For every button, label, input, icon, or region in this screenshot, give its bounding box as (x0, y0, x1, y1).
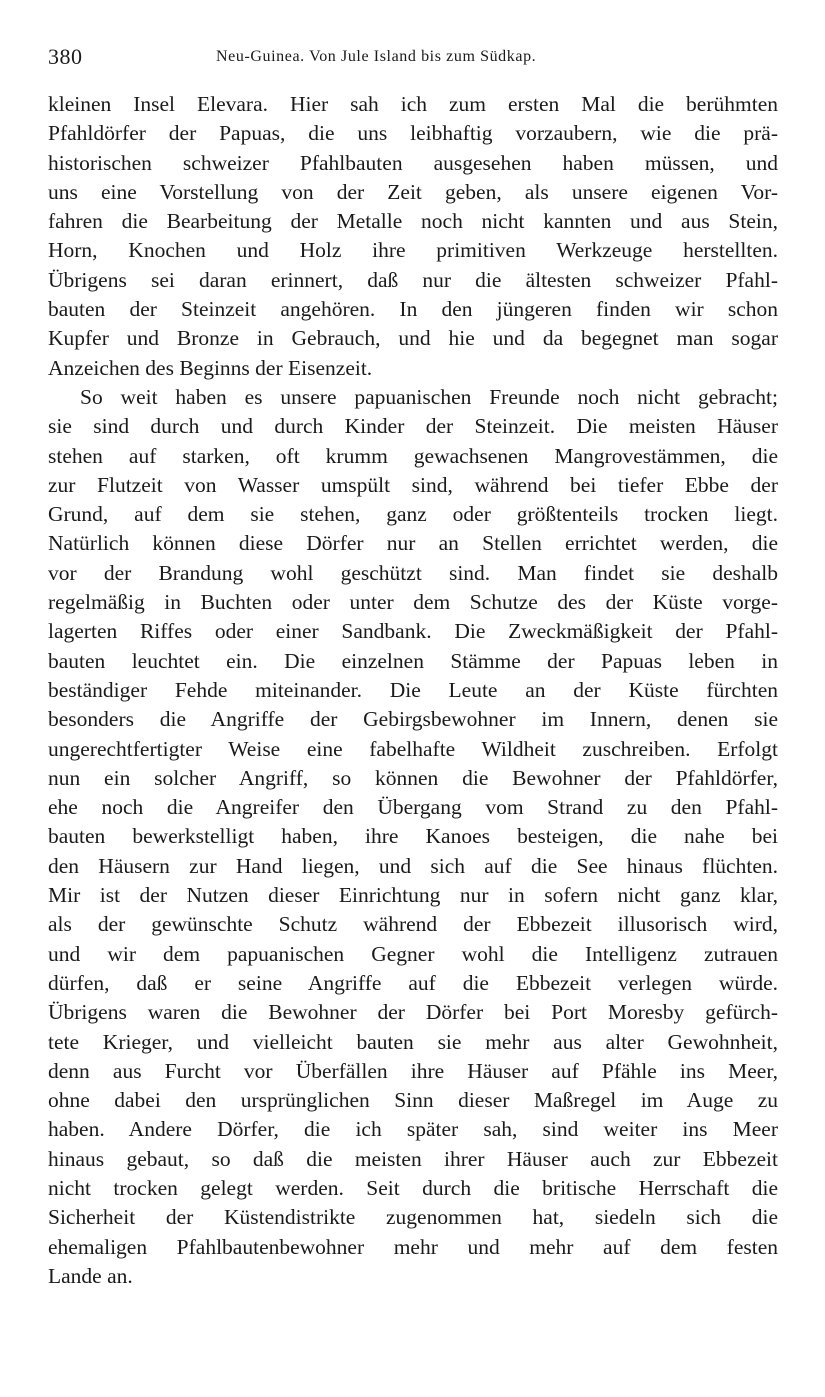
text-line: Pfahldörfer der Papuas, die uns leibhaftig vorzaubern, wie die prä- (48, 121, 778, 146)
text-line: hinaus gebaut, so daß die meisten ihrer Häuser auch zur Ebbezeit (48, 1146, 778, 1171)
text-line: dürfen, daß er seine Angriffe auf die Ebbezeit verlegen würde. (48, 970, 778, 995)
text-line: ohne dabei den ursprünglichen Sinn dieser Maßregel im Auge zu (48, 1088, 778, 1113)
text-line: tete Krieger, und vielleicht bauten sie mehr aus alter Gewohnheit, (48, 1029, 778, 1054)
text-line: nicht trocken gelegt werden. Seit durch die britische Herrschaft die (48, 1175, 778, 1200)
text-line: lagerten Riffes oder einer Sandbank. Die Zweckmäßigkeit der Pfahl- (48, 619, 778, 644)
text-line: Grund, auf dem sie stehen, ganz oder größtenteils trocken liegt. (48, 502, 778, 527)
page-number: 380 (48, 44, 83, 69)
text-line: historischen schweizer Pfahlbauten ausgesehen haben müssen, und (48, 150, 778, 175)
body-text (48, 90, 778, 1291)
text-line: sie sind durch und durch Kinder der Steinzeit. Die meisten Häuser (48, 414, 778, 439)
text-line: als der gewünschte Schutz während der Ebbezeit illusorisch wird, (48, 912, 778, 937)
paragraph (48, 383, 778, 1291)
text-line: kleinen Insel Elevara. Hier sah ich zum ersten Mal die berühmten (48, 92, 778, 116)
text-line: ehemaligen Pfahlbautenbewohner mehr und mehr auf dem festen (48, 1234, 778, 1259)
text-line: den Häusern zur Hand liegen, und sich auf die See hinaus flüchten. (48, 853, 778, 878)
text-line: haben. Andere Dörfer, die ich später sah, sind weiter ins Meer (48, 1117, 778, 1142)
text-line: stehen auf starken, oft krumm gewachsenen Mangrovestämmen, die (48, 443, 778, 468)
text-line: ungerechtfertigter Weise eine fabelhafte Wildheit zuschreiben. Erfolgt (48, 736, 778, 761)
text-line: vor der Brandung wohl geschützt sind. Man findet sie deshalb (48, 560, 778, 585)
text-line: Kupfer und Bronze in Gebrauch, und hie und da begegnet man sogar (48, 326, 778, 351)
text-line: Mir ist der Nutzen dieser Einrichtung nur in sofern nicht ganz klar, (48, 883, 778, 908)
text-line: fahren die Bearbeitung der Metalle noch nicht kannten und aus Stein, (48, 209, 778, 234)
text-line: bauten leuchtet ein. Die einzelnen Stämme der Papuas leben in (48, 648, 778, 673)
text-line: Lande an. (48, 1263, 133, 1288)
text-line: zur Flutzeit von Wasser umspült sind, während bei tiefer Ebbe der (48, 472, 778, 497)
text-line: Sicherheit der Küstendistrikte zugenommen hat, siedeln sich die (48, 1205, 778, 1230)
text-line: bauten bewerkstelligt haben, ihre Kanoes besteigen, die nahe bei (48, 824, 778, 849)
running-title: Neu-Guinea. Von Jule Island bis zum Südkap. (216, 48, 537, 65)
text-line: ehe noch die Angreifer den Übergang vom Strand zu den Pfahl- (48, 795, 778, 820)
text-line: nun ein solcher Angriff, so können die Bewohner der Pfahldörfer, (48, 765, 778, 790)
text-line: So weit haben es unsere papuanischen Freunde noch nicht gebracht; (80, 384, 778, 409)
text-line: denn aus Furcht vor Überfällen ihre Häuser auf Pfähle ins Meer, (48, 1058, 778, 1083)
text-line: und wir dem papuanischen Gegner wohl die Intelligenz zutrauen (48, 941, 778, 966)
text-line: uns eine Vorstellung von der Zeit geben, als unsere eigenen Vor- (48, 179, 778, 204)
text-line: Übrigens waren die Bewohner der Dörfer bei Port Moresby gefürch- (48, 1000, 778, 1025)
text-line: besonders die Angriffe der Gebirgsbewohner im Innern, denen sie (48, 707, 778, 732)
text-line: Anzeichen des Beginns der Eisenzeit. (48, 355, 373, 380)
text-line: bauten der Steinzeit angehören. In den jüngeren finden wir schon (48, 297, 778, 322)
text-line: beständiger Fehde miteinander. Die Leute an der Küste fürchten (48, 677, 778, 702)
page-header (48, 44, 777, 74)
text-line: Übrigens sei daran erinnert, daß nur die ältesten schweizer Pfahl- (48, 267, 778, 292)
text-line: regelmäßig in Buchten oder unter dem Schutze des der Küste vorge- (48, 590, 778, 615)
paragraph (48, 90, 778, 383)
text-line: Natürlich können diese Dörfer nur an Stellen errichtet werden, die (48, 531, 778, 556)
text-line: Horn, Knochen und Holz ihre primitiven Werkzeuge herstellten. (48, 238, 778, 263)
